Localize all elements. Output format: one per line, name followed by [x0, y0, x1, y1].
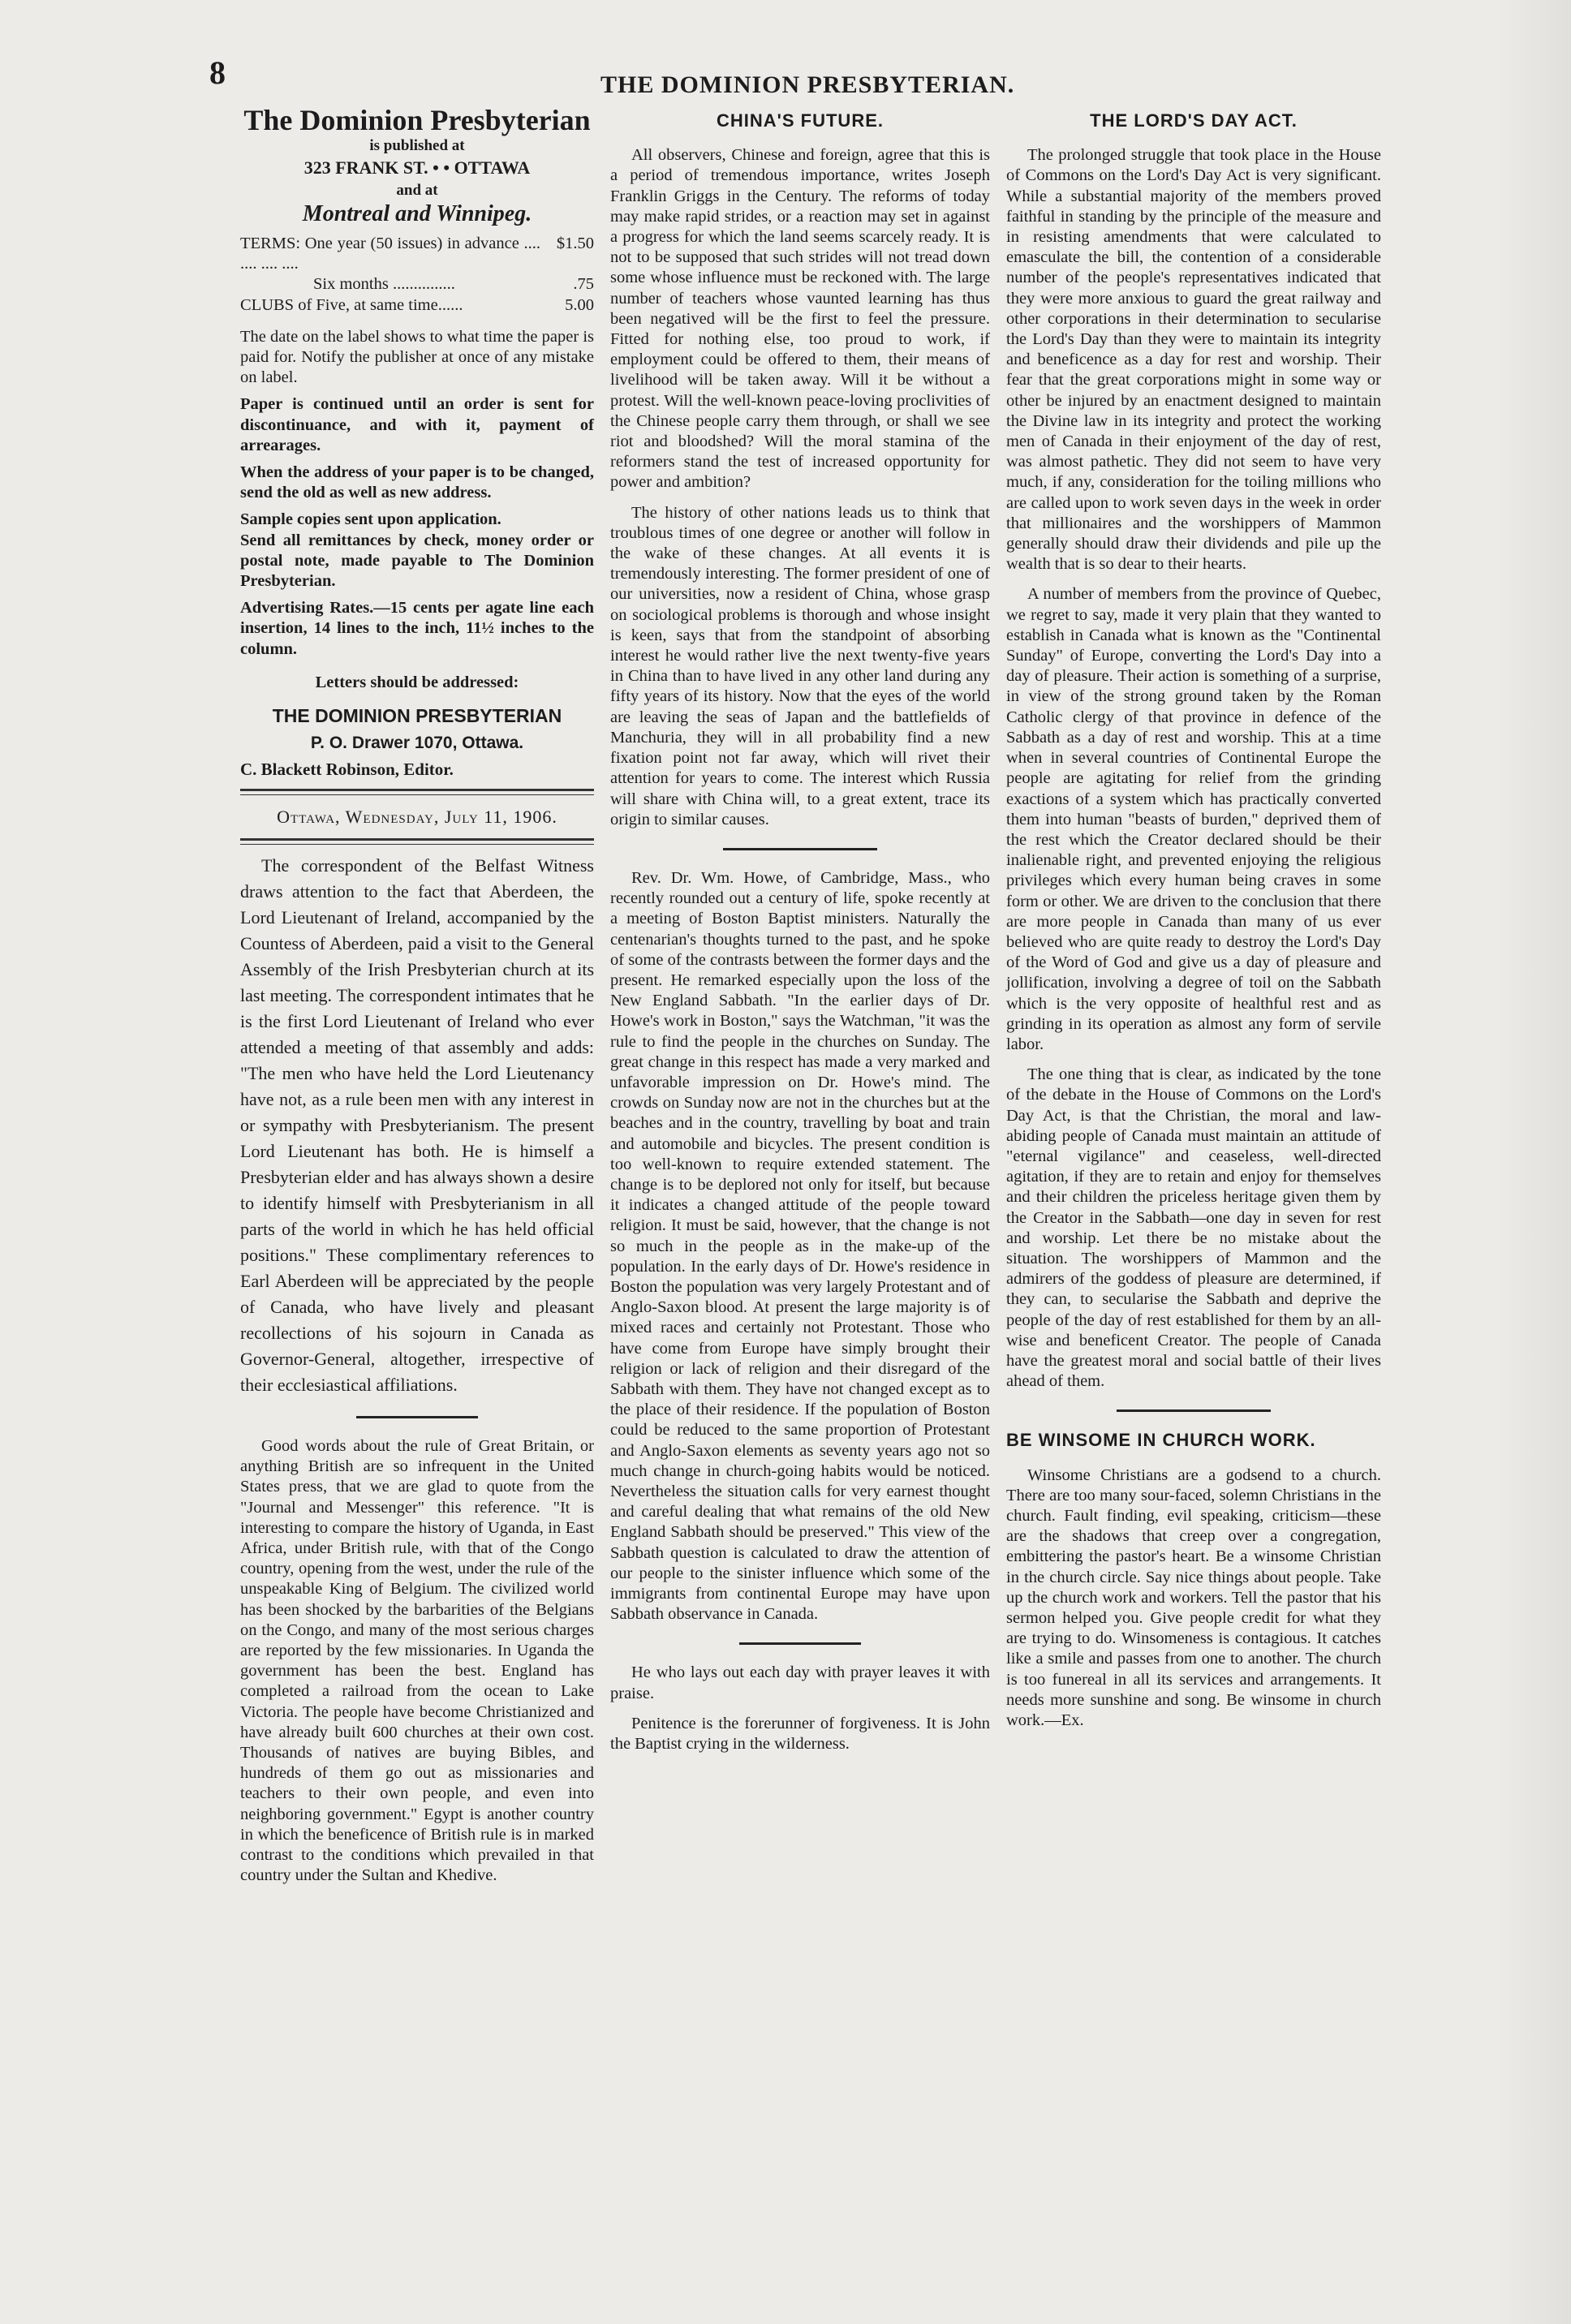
- masthead-address: 323 FRANK ST. • • OTTAWA: [303, 157, 531, 179]
- aberdeen-paragraph: The correspondent of the Belfast Witness draws attention to the fact that Aberdeen, the Lord Lieutenant of Ireland, accompanied by the Countess of Aberdeen, paid a visit to the General Assembly of the Irish Presbyterian church at its last meeting. The correspondent intimates that he is the first Lord Lieutenant of Ireland who ever attended a meeting of that assembly and adds: "The men who have held the Lord Lieutenancy have not, as a rule been men with any interest in or sympathy with Presbyterianism. The present Lord Lieutenant has both. He is himself a Presbyterian elder and has always shown a desire to identify himself with Presbyterianism in all parts of the world in which he has held official positions." These complimentary references to Earl Aberdeen will be appreciated by the people of Canada, who have lively and pleasant recollections of his sojourn in Canada as Governor-General, altogether, irrespective of their ecclesiastical affiliations.: [240, 854, 594, 1395]
- clubs-label: CLUBS of Five, at same time......: [240, 295, 463, 314]
- lords-day-heading: THE LORD'S DAY ACT.: [1090, 110, 1298, 131]
- running-head: THE DOMINION PRESBYTERIAN.: [600, 71, 1015, 98]
- separator-rule: [723, 848, 877, 850]
- column-2: [610, 105, 990, 1764]
- lords-day-paragraph-3: The one thing that is clear, as indicated by the tone of the debate in the House of Commons on the Lord's Day Act, is that the Christian, the moral and law-abiding people of Canada must maintain an attitude of "eternal vigilance" and ceaseless, well-directed agitation, if they are to retain and enjoy for themselves and their children the priceless heritage given them by the Creator in the Sabbath—one day in seven for rest and worship. Let there be no mistake about the situation. The worshippers of Mammon and the admirers of the goddess of pleasure are determined, if they can, to secularise the Sabbath and deprive the people of the day of rest established for them by an all-wise and beneficent Creator. The people of Canada have the greatest moral and social battle of their lives ahead of them.: [1006, 1065, 1381, 1391]
- terms-block: [240, 234, 594, 693]
- dateline: Ottawa, Wednesday, July 11, 1906.: [277, 806, 557, 827]
- masthead: [240, 104, 594, 226]
- britain-paragraph: Good words about the rule of Great Britain, or anything British are so infrequent in the United States press, that we are glad to quote from the "Journal and Messenger" this reference. "It is interesting to compare the history of Uganda, in East Africa, under British rule, with that of the Congo country, opening from the west, under the rule of the unspeakable King of Belgium. The civilized world has been shocked by the barbarities of the Belgians on the Congo, and many of the most serious charges are reported by the few missionaries. In Uganda the government has been the best. England has completed a railroad from the ocean to Lake Victoria. The people have become Christianized and have already built 600 churches at their own cost. Thousands of natives are buying Bibles, and hundreds of them go out as missionaries and teachers to their own people, and even into neighboring government." Egypt is another country in which the beneficence of British rule is in marked contrast to the conditions which prevailed in that country under the Sultan and Khedive.: [240, 1436, 594, 1885]
- notice-continued: Paper is continued until an order is sent for discontinuance, and with it, payment of arrearages.: [240, 395, 594, 454]
- separator-rule: [739, 1642, 861, 1645]
- masthead-and-at: and at: [396, 181, 438, 199]
- advertising-rates: Advertising Rates.—15 cents per agate line each insertion, 14 lines to the inch, 11½ inches to the column.: [240, 599, 594, 658]
- lords-day-paragraph-1: The prolonged struggle that took place in the House of Commons on the Lord's Day Act is very significant. While a substantial majority of the members proved faithful in standing by the principle of the measure and in resisting amendments that were calculated to emasculate the bill, the contention of a considerable number of the people's representatives indicated that they were more anxious to guard the great railway and other corporations in their determination to secularise the Lord's Day than they were to maintain its integrity and beneficence as a day for rest and worship. Their fear that the great corporations might in some way or other be injured by an enactment designed to maintain the Divine law in its integrity and protect the working men of Canada in their enjoyment of the day of rest, was almost pathetic. They did not seem to have very much, if any, consideration for the toiling millions who are called upon to work seven days in the week in order that millionaires and the worshippers of Mammon generally should draw their dividends and pile up the wealth that is so dear to their hearts.: [1006, 146, 1381, 574]
- separator-rule: [1117, 1409, 1271, 1412]
- notice-remit: Send all remittances by check, money order or postal note, made payable to The Dominion Presbyterian.: [240, 531, 594, 591]
- terms-price: $1.50: [556, 235, 594, 253]
- separator-rule: [356, 1416, 478, 1418]
- notice-label: The date on the label shows to what time the paper is paid for. Notify the publisher at once of any mistake on label.: [240, 327, 594, 387]
- notice-sample: Sample copies sent upon application.: [240, 510, 501, 529]
- six-months-price: .75: [573, 275, 594, 294]
- letters-note: Letters should be addressed:: [315, 673, 519, 691]
- double-rule-bottom: [240, 838, 594, 845]
- winsome-paragraph: Winsome Christians are a godsend to a church. There are too many sour-faced, solemn Christians in the church. Fault finding, evil speaking, criticism—these are the shadows that creep over a congregation, embittering the pastor's heart. Be a winsome Christian in the church circle. Say nice things about people. Take up the church work and workers. Tell the pastor that his sermon helped you. Give people credit for what they are trying to do. Winsomeness is contagious. It catches like a smile and passes from one to another. The church is too funereal in all its services and arrangements. It needs more sunshine and song. Be winsome in church work.—Ex.: [1006, 1465, 1381, 1730]
- page-number: 8: [209, 54, 226, 91]
- addressee: THE DOMINION PRESBYTERIAN: [272, 705, 562, 727]
- editor: C. Blackett Robinson, Editor.: [240, 760, 454, 780]
- column-3: [1006, 105, 1381, 1741]
- column-1: [240, 105, 594, 1896]
- masthead-cities: Montreal and Winnipeg.: [302, 200, 532, 226]
- double-rule-top: [240, 789, 594, 795]
- notice-address: When the address of your paper is to be changed, send the old as well as new address.: [240, 463, 594, 502]
- six-months-row: [240, 274, 594, 295]
- masthead-published-at: is published at: [369, 137, 465, 155]
- china-paragraph-1: All observers, Chinese and foreign, agree that this is a period of tremendous importance, writes Joseph Franklin Griggs in the Century. The reforms of today may make rapid strides, or a reaction may set in against a progress for which the land seems scarcely ready. It is not to be supposed that such strides will not tread down some whose influence must be reckoned with. The large number of teachers whose vaunted learning has thus been negatived will be the first to feel the pressure. Fitted for nothing else, too proud to work, if employment could be offered to them, their means of livelihood will be taken away. Will it be without a protest. Will the well-known peace-loving proclivities of the Chinese people carry them through, or shall we see riot and bloodshed? Will the moral stamina of the reformers stand the test of increased opportunity for power and ambition?: [610, 146, 990, 492]
- penitence-paragraph: Penitence is the forerunner of forgiveness. It is John the Baptist crying in the wilderness.: [610, 1714, 990, 1754]
- clubs-row: [240, 295, 594, 316]
- drawer: P. O. Drawer 1070, Ottawa.: [310, 734, 524, 753]
- china-heading: CHINA'S FUTURE.: [716, 110, 884, 131]
- six-months-label: Six months ...............: [313, 275, 455, 294]
- clubs-price: 5.00: [565, 295, 594, 314]
- terms-row: [240, 234, 594, 274]
- aberdeen-article: [240, 853, 594, 1398]
- winsome-heading: BE WINSOME IN CHURCH WORK.: [1006, 1430, 1316, 1451]
- howe-paragraph: Rev. Dr. Wm. Howe, of Cambridge, Mass., who recently rounded out a century of life, spoke recently at a meeting of Boston Baptist ministers. Naturally the centenarian's thoughts turned to the past, and he spoke of some of the contrasts between the former days and the present. He remarked especially upon the loss of the New England Sabbath. "In the earlier days of Dr. Howe's work in Boston," says the Watchman, "it was the rule to find the people in the churches on Sunday. The great change in this respect has made a very marked and unfavorable impression on Dr. Howe's mind. The crowds on Sunday now are not in the churches but at the beaches and in the country, travelling by boat and train and automobile and bicycles. The present condition is too well-known to require extended statement. The change is to be deplored not only for itself, but because it indicates a changed attitude of the people toward religion. It must be said, however, that the change is not so much in the people as in the make-up of the population. In the early days of Dr. Howe's residence in Boston the population was very largely Protestant and of Anglo-Saxon blood. At present the large majority is of mixed races and certainly not Protestant. Those who have come from Europe have simply brought their religion or lack of religion and their disregard of the Sabbath with them. They have not changed except as to the place of their residence. If the population of Boston could be reduced to the same proportion of Protestant and Anglo-Saxon elements as seventy years ago not so much change in church-going habits would be noticed. Nevertheless the situation calls for very earnest thought and careful dealing that what remains of the old New England Sabbath should be preserved." This view of the Sabbath question is calculated to draw the attention of our people to the sinister influence which some of the immigrants from continental Europe may have upon Sabbath observance in Canada.: [610, 868, 990, 1624]
- page-edge-shadow: [1498, 0, 1571, 2324]
- china-paragraph-2: The history of other nations leads us to think that troublous times of one degree or another will follow in the wake of these changes. At all events it is tremendously interesting. The former president of one of our universities, now a resident of China, whose grasp on sociological problems is thorough and whose insight is keen, says that from the standpoint of absorbing interest he would rather live the next twenty-five years in China than to have lived in any other land during any fifty years of its history. Now that the eyes of the world are leaving the seas of Japan and the battlefields of Manchuria, they will in all probability find a new fixation point not far away, which will rivet their attention for years to come. The interest which Russia will share with China will, to a great extent, trace its origin to similar causes.: [610, 503, 990, 828]
- terms-label: TERMS: One year (50 issues) in advance .... .... .... ....: [240, 235, 540, 273]
- lords-day-paragraph-2: A number of members from the province of Quebec, we regret to say, made it very plain that they wanted to establish in Canada what is known as the "Continental Sunday" of Europe, converting the Lord's Day into a day of pleasure. Their action is something of a surprise, in view of the strong ground taken by the Roman Catholic clergy of that province in defence of the Sabbath as a day of rest and worship. This at a time when in several countries of Continental Europe the people are agitating for relief from the grinding exactions of a system which has practically converted them into human "beasts of burden," deprived them of the rest which the Creator declared should be their inalienable right, and prevented enjoying the religious privileges which every human being craves in some form or other. We are driven to the conclusion that there are more people in Canada than many of us ever believed who are quite ready to destroy the Lord's Day of the Word of God and give us a day of pleasure and jollification, involving a degree of toil on the Sabbath which is the very opposite of healthful rest and as grinding in its operation as almost any form of servile labor.: [1006, 585, 1381, 1053]
- masthead-title: The Dominion Presbyterian: [243, 104, 591, 136]
- prayer-paragraph: He who lays out each day with prayer leaves it with praise.: [610, 1663, 990, 1702]
